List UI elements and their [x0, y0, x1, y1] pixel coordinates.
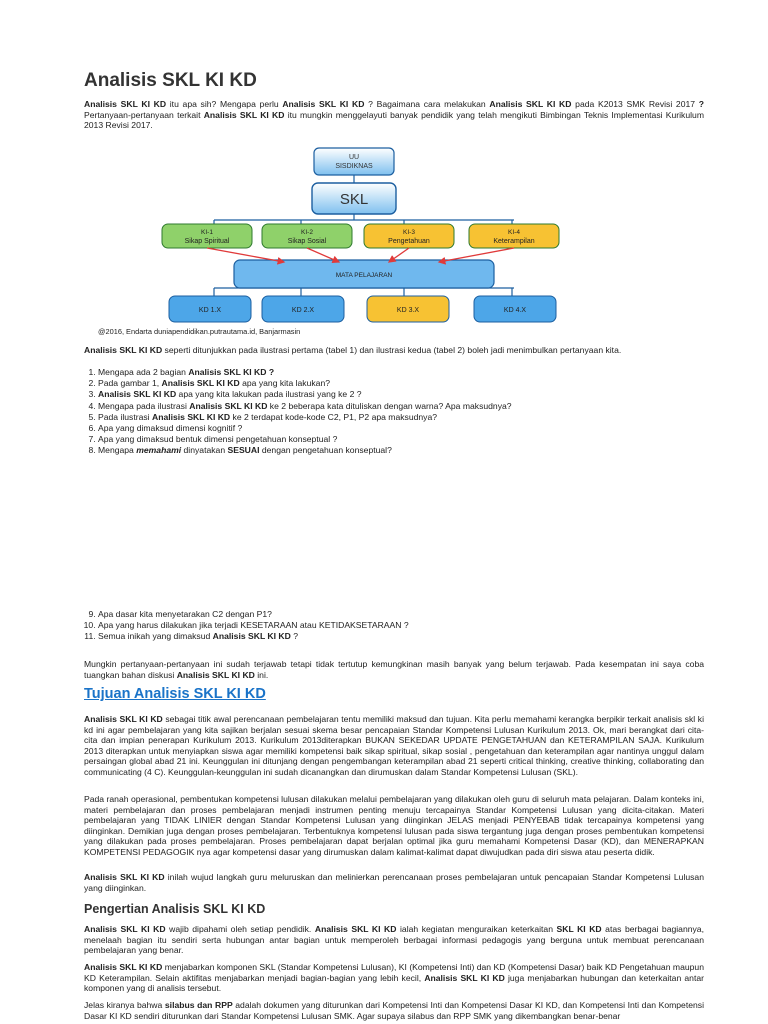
- ki-code: KI-1: [201, 229, 213, 236]
- question-item: 6. Apa yang dimaksud dimensi kognitif ?: [98, 423, 698, 434]
- question-list-2: [84, 609, 698, 643]
- ki-code: KI-2: [301, 229, 313, 236]
- tujuan-paragraph-1: Analisis SKL KI KD sebagai titik awal perencanaan pembelajaran tentu memiliki maksud dan tujuan. Kita perlu memahami kerangka berpikir terkait analisis skl ki kd ini agar pembelajaran yang kita sajikan berjalan sesuai skema besar pencapaian Standar Kompetensi Lulusan Kurikulum 2013. Ok, mari berangkat dari cita-cita dan impian penerapan Kurikulum 2013. Kurikulum 2013diterapkan BUKAN SEKEDAR UPDATE PENGETAHUAN dan KETERAMPILAN SAJA. Kurikulum 2013 diterapkan untuk menyiapkan siswa agar memiliki kompetensi baik sikap spiritual, sikap sosial , pengetahuan dan keterampilan agar nantinya unggul dalam persaingan global abad 21 ini. Keunggulan ini ditunjang dengan pengembangan keterampilan abad 21 seperti critical thinking, creative thinking, collaborating dan communicating (4 C). Keunggulan-keunggulan ini sudah dicanangkan dan dirumuskan dalam Standar Kompetensi Lulusan (SKL).: [84, 714, 704, 777]
- ki-name: Sikap Sosial: [287, 238, 327, 245]
- kd-label: KD 1.X: [198, 307, 222, 314]
- ki-name: Keterampilan: [493, 238, 535, 245]
- question-item: 4. Mengapa pada ilustrasi Analisis SKL KI KD ke 2 beberapa kata dituliskan dengan warna? Apa maksudnya?: [98, 401, 698, 412]
- kd-label: KD 2.X: [291, 307, 315, 314]
- ki-name: Sikap Spiritual: [184, 238, 230, 245]
- kd-label: KD 3.X: [396, 307, 420, 314]
- question-item: 7. Apa yang dimaksud bentuk dimensi pengetahuan konseptual ?: [98, 434, 698, 445]
- question-item: 3. Analisis SKL KI KD apa yang kita lakukan pada ilustrasi yang ke 2 ?: [98, 389, 698, 400]
- intro-paragraph: Analisis SKL KI KD itu apa sih? Mengapa perlu Analisis SKL KI KD ? Bagaimana cara melakukan Analisis SKL KI KD pada K2013 SMK Revisi 2017 ? Pertanyaan-pertanyaan terkait Analisis SKL KI KD itu mungkin menggelayuti banyak pendidik yang telah mengikuti Bimbingan Teknis Implementasi Kurikulum 2013 Revisi 2017.: [84, 99, 704, 131]
- ki-name: Pengetahuan: [388, 238, 430, 245]
- article-title: Analisis SKL KI KD: [84, 70, 257, 91]
- question-item: 2. Pada gambar 1, Analisis SKL KI KD apa yang kita lakukan?: [98, 378, 698, 389]
- question-item: 5. Pada ilustrasi Analisis SKL KI KD ke 2 terdapat kode-kode C2, P1, P2 apa maksudnya?: [98, 412, 698, 423]
- skl-label: SKL: [339, 191, 369, 208]
- kd-label: KD 4.X: [503, 307, 527, 314]
- pengertian-paragraph-1: Analisis SKL KI KD wajib dipahami oleh setiap pendidik. Analisis SKL KI KD ialah kegiatan menguraikan keterkaitan SKL KI KD atas berbagai bagiannya, menelaah bagian itu sendiri serta hubungan antar bagian untuk memperoleh berbagai informasi pedagogis yang berguna untuk membuat perencanaan pembelajaran yang benar.: [84, 924, 704, 956]
- closing-paragraph: Mungkin pertanyaan-pertanyaan ini sudah terjawab tetapi tidak tertutup kemungkinan masih banyak yang belum terjawab. Pada kesempatan ini saya coba tuangkan bahan diskusi Analisis SKL KI KD ini.: [84, 659, 704, 680]
- ki-code: KI-3: [403, 229, 415, 236]
- uu-box: [314, 148, 394, 175]
- question-item: 9. Apa dasar kita menyetarakan C2 dengan P1?: [98, 609, 698, 620]
- mata-pelajaran-label: MATA PELAJARAN: [335, 272, 393, 279]
- heading-pengertian: Pengertian Analisis SKL KI KD: [84, 902, 266, 916]
- diagram-explanation: Analisis SKL KI KD seperti ditunjukkan pada ilustrasi pertama (tabel 1) dan ilustrasi kedua (tabel 2) boleh jadi menimbulkan pertanyaan kita.: [84, 345, 622, 355]
- pengertian-paragraph-3: Jelas kiranya bahwa silabus dan RPP adalah dokumen yang diturunkan dari Kompetensi Inti dan Kompetensi Dasar KI KD, dan Kompetensi Inti dan Kompetensi Dasar KI KD sendiri diturunkan dari Standar Kompetensi Lulusan SMK. Agar supaya silabus dan RPP SMK yang dikembangkan benar-benar: [84, 1000, 704, 1021]
- tujuan-paragraph-2: Pada ranah operasional, pembentukan kompetensi lulusan dilakukan melalui pembelajaran yang dilakukan oleh guru di seluruh mata pelajaran. Dalam konteks ini, materi pembelajaran dan proses pembelajaran menjadi instrumen penting menuju tercapainya Standar Kompetensi Lulusan yang dicita-citakan. Materi pembelajaran yang TIDAK LINIER dengan Standar Kompetensi Lulusan yang diinginkan JELAS menjadi PENYEBAB tidak tercapainya kompetensi yang diinginkan. Demikian juga dengan proses pembelajaran. Terbentuknya kompetensi lulusan pada siswa tergantung juga dengan proses pembentukan kompetensi yang dilakukan pada proses pembelajaran. Proses pembelajaran dapat berjalan optimal jika guru memahami Kompetensi Dasar (KD), dan MENERAPKAN KOMPETENSI PEDAGOGIK nya agar kompetensi dasar yang dirumuskan dalam kalimat-kalimat dapat diwujudkan pada diri siswa atau peserta didik.: [84, 794, 704, 857]
- heading-tujuan-link[interactable]: Tujuan Analisis SKL KI KD: [84, 686, 266, 702]
- uu-label-1: UU: [348, 154, 360, 161]
- question-item: 8. Mengapa memahami dinyatakan SESUAI dengan pengetahuan konseptual?: [98, 445, 698, 456]
- question-item: 1. Mengapa ada 2 bagian Analisis SKL KI KD ?: [98, 367, 698, 378]
- question-item: 10. Apa yang harus dilakukan jika terjadi KESETARAAN atau KETIDAKSETARAAN ?: [98, 620, 698, 631]
- skl-ki-kd-diagram: [84, 146, 535, 336]
- pengertian-paragraph-2: Analisis SKL KI KD menjabarkan komponen SKL (Standar Kompetensi Lulusan), KI (Kompetensi Inti) dan KD (Kompetensi Dasar) baik KD Pengetahuan maupun KD Keterampilan. Selain aktifitas menjabarkan menjadi bagian-bagian yang lebih kecil, Analisis SKL KI KD juga menjabarkan hubungan dan keterkaitan antar komponen yang di analisis tersebut.: [84, 962, 704, 994]
- ki-code: KI-4: [508, 229, 520, 236]
- question-item: 11. Semua inikah yang dimaksud Analisis SKL KI KD ?: [98, 631, 698, 642]
- tujuan-paragraph-3: Analisis SKL KI KD inilah wujud langkah guru meluruskan dan melinierkan perencanaan proses pembelajaran untuk pencapaian Standar Kompetensi Lulusan yang diinginkan.: [84, 872, 704, 893]
- question-list-1: [84, 367, 698, 457]
- uu-label-2: SISDIKNAS: [335, 163, 373, 170]
- diagram-credit: @2016, Endarta duniapendidikan.putrautama.id, Banjarmasin: [98, 327, 301, 336]
